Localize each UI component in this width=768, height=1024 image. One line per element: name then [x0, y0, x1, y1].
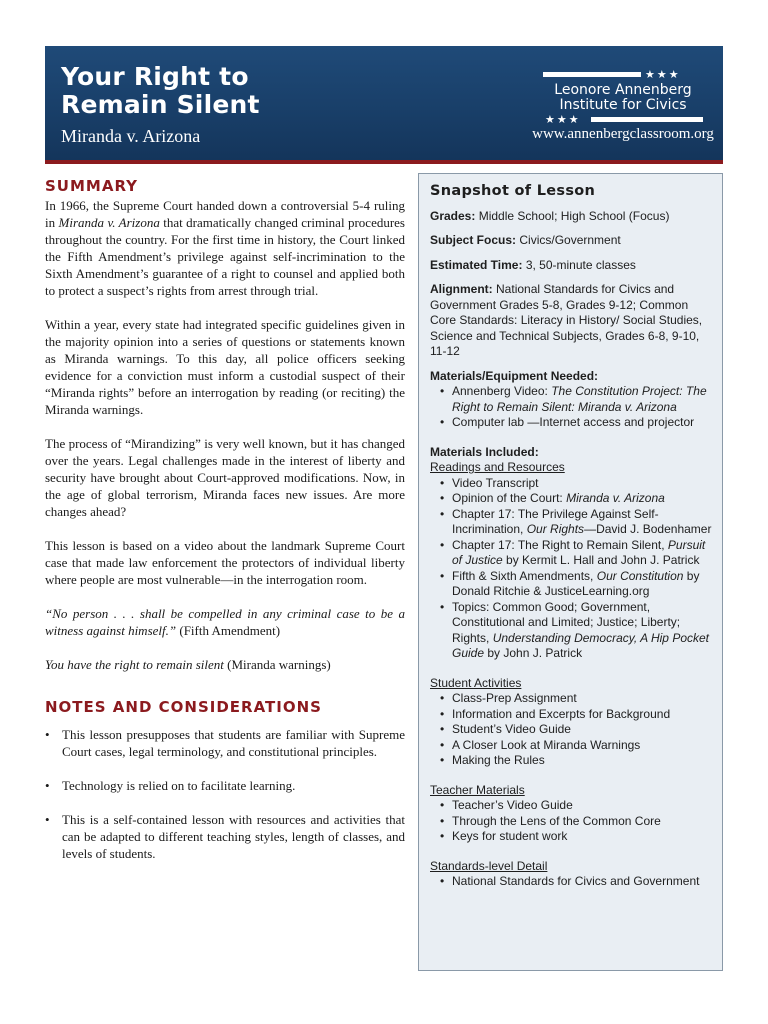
materials-needed: Materials/Equipment Needed: • Annenberg Video: The Constitution Project: The Right to Remain Silent: Miranda v. Arizona • Computer lab —Internet access and projector [430, 369, 715, 431]
title-line-2: Remain Silent [61, 90, 260, 119]
standards-detail: Standards-level Detail • National Standards for Civics and Government [430, 859, 715, 890]
list-item: • A Closer Look at Miranda Warnings [440, 737, 641, 752]
website-url[interactable]: www.annenbergclassroom.org [532, 126, 714, 142]
summary-paragraph-2: Within a year, every state had integrated specific guidelines given in the majority opinion into a series of questions or statements known as Miranda warnings. To this day, all police officers seeking evidence for a conviction must inform a custodial suspect of their “Miranda rights” before an interrogation by reading (or reciting) the Miranda warnings. [45, 317, 405, 417]
list-item: • National Standards for Civics and Government [440, 874, 700, 888]
list-item: • Through the Lens of the Common Core [440, 813, 661, 828]
header-banner [45, 46, 723, 164]
title-line-1: Your Right to [61, 62, 249, 91]
list-item: • Making the Rules [440, 753, 545, 767]
logo-stars-bottom: ★★★ [545, 114, 581, 126]
list-item: • Student’s Video Guide [440, 722, 571, 736]
snapshot-box [418, 173, 723, 971]
notes-item: • Technology is relied on to facilitate learning. [45, 778, 296, 793]
lesson-title [61, 63, 260, 119]
alignment-row: Alignment: National Standards for Civics and Government Grades 5-8, Grades 9-12; Common Core Standards: Literacy in History/ Social Studies, Science and Technical Subjects, Grades 6-8, 9-10, 11-12 [430, 282, 703, 358]
list-item: • Opinion of the Court: Miranda v. Arizona [440, 491, 665, 505]
logo-line-1: Leonore Annenberg [554, 82, 692, 98]
student-activities: Student Activities • Class-Prep Assignment • Information and Excerpts for Background • Student’s Video Guide • A Closer Look at Miranda Warnings • Making the Rules [430, 676, 715, 769]
list-item: • Chapter 17: The Right to Remain Silent, Pursuit of Justice by Kermit L. Hall and John J. Patrick [440, 537, 706, 567]
summary-paragraph-3: The process of “Mirandizing” is very well known, but it has changed over the years. Legal challenges made in the interest of liberty and security have brought about Court-approved modifications. Now, in the age of global terrorism, Miranda faces new issues. Are more changes ahead? [45, 436, 405, 519]
list-item: • Computer lab —Internet access and projector [440, 415, 695, 429]
readings-label: Readings and Resources [430, 460, 565, 474]
miranda-quote: You have the right to remain silent (Miranda warnings) [45, 657, 331, 672]
list-item: • Teacher’s Video Guide [440, 798, 573, 812]
list-item: • Video Transcript [440, 475, 539, 490]
list-item: • Topics: Common Good; Government, Constitutional and Limited; Justice; Liberty; Rights, Understanding Democracy, A Hip Pocket Guide by John J. Patrick [440, 599, 710, 660]
subject-row: Subject Focus: Civics/Government [430, 233, 621, 247]
notes-item: • This is a self-contained lesson with resources and activities that can be adapted to different teaching styles, length of classes, and levels of students. [45, 812, 405, 861]
summary-heading: SUMMARY [45, 177, 139, 195]
list-item: • Class-Prep Assignment [440, 691, 577, 705]
fifth-amendment-quote: “No person . . . shall be compelled in any criminal case to be a witness against himself.” (Fifth Amendment) [45, 606, 405, 638]
logo-stars-top: ★★★ [645, 69, 681, 81]
left-column [45, 178, 405, 879]
snapshot-title: Snapshot of Lesson [430, 183, 596, 199]
time-row: Estimated Time: 3, 50-minute classes [430, 257, 636, 272]
grades-row: Grades: Middle School; High School (Focus) [430, 208, 670, 223]
list-item: • Fifth & Sixth Amendments, Our Constitution by Donald Ritchie & JusticeLearning.org [440, 568, 700, 598]
summary-paragraph-4: This lesson is based on a video about the landmark Supreme Court case that made law enforcement the protectors of individual liberty where people are most vulnerable—in the interrogation room. [45, 538, 405, 587]
notes-item: • This lesson presupposes that students are familiar with Supreme Court cases, legal terminology, and constitutional principles. [45, 727, 405, 759]
logo-line-2: Institute for Civics [559, 97, 687, 113]
list-item: • Keys for student work [440, 829, 568, 843]
summary-paragraph-1: In 1966, the Supreme Court handed down a controversial 5-4 ruling in Miranda v. Arizona that dramatically changed criminal procedures throughout the country. For the first time in history, the Court linked the Fifth Amendment’s privilege against self-incrimination to the Sixth Amendment’s guarantee of a right to counsel and applied both to protect a suspect’s rights from arrest through trial. [45, 198, 405, 298]
list-item: • Annenberg Video: The Constitution Project: The Right to Remain Silent: Miranda v. Arizona [440, 384, 707, 414]
materials-included: Materials Included: Readings and Resources • Video Transcript • Opinion of the Court: Miranda v. Arizona • Chapter 17: The Privilege Against Self-Incrimination, Our Rights—David J. Bodenhamer • Chapter 17: The Right to Remain Silent, Pursuit of Justice by Kermit L. Hall and John J. Patrick • Fifth & Sixth Amendments, Our Constitution by Donald Ritchie & JusticeLearning.org • Topics: Common Good; Government, Constitutional and Limited; Justice; Liberty; Rights, Understanding Democracy, A Hip Pocket Guide by John J. Patrick [430, 445, 715, 662]
lesson-subtitle: Miranda v. Arizona [61, 126, 201, 146]
notes-heading: NOTES AND CONSIDERATIONS [45, 698, 322, 716]
list-item: • Information and Excerpts for Background [440, 706, 671, 721]
list-item: • Chapter 17: The Privilege Against Self-Incrimination, Our Rights—David J. Bodenhamer [440, 506, 712, 536]
teacher-materials: Teacher Materials • Teacher’s Video Guide • Through the Lens of the Common Core • Keys for student work [430, 783, 715, 845]
